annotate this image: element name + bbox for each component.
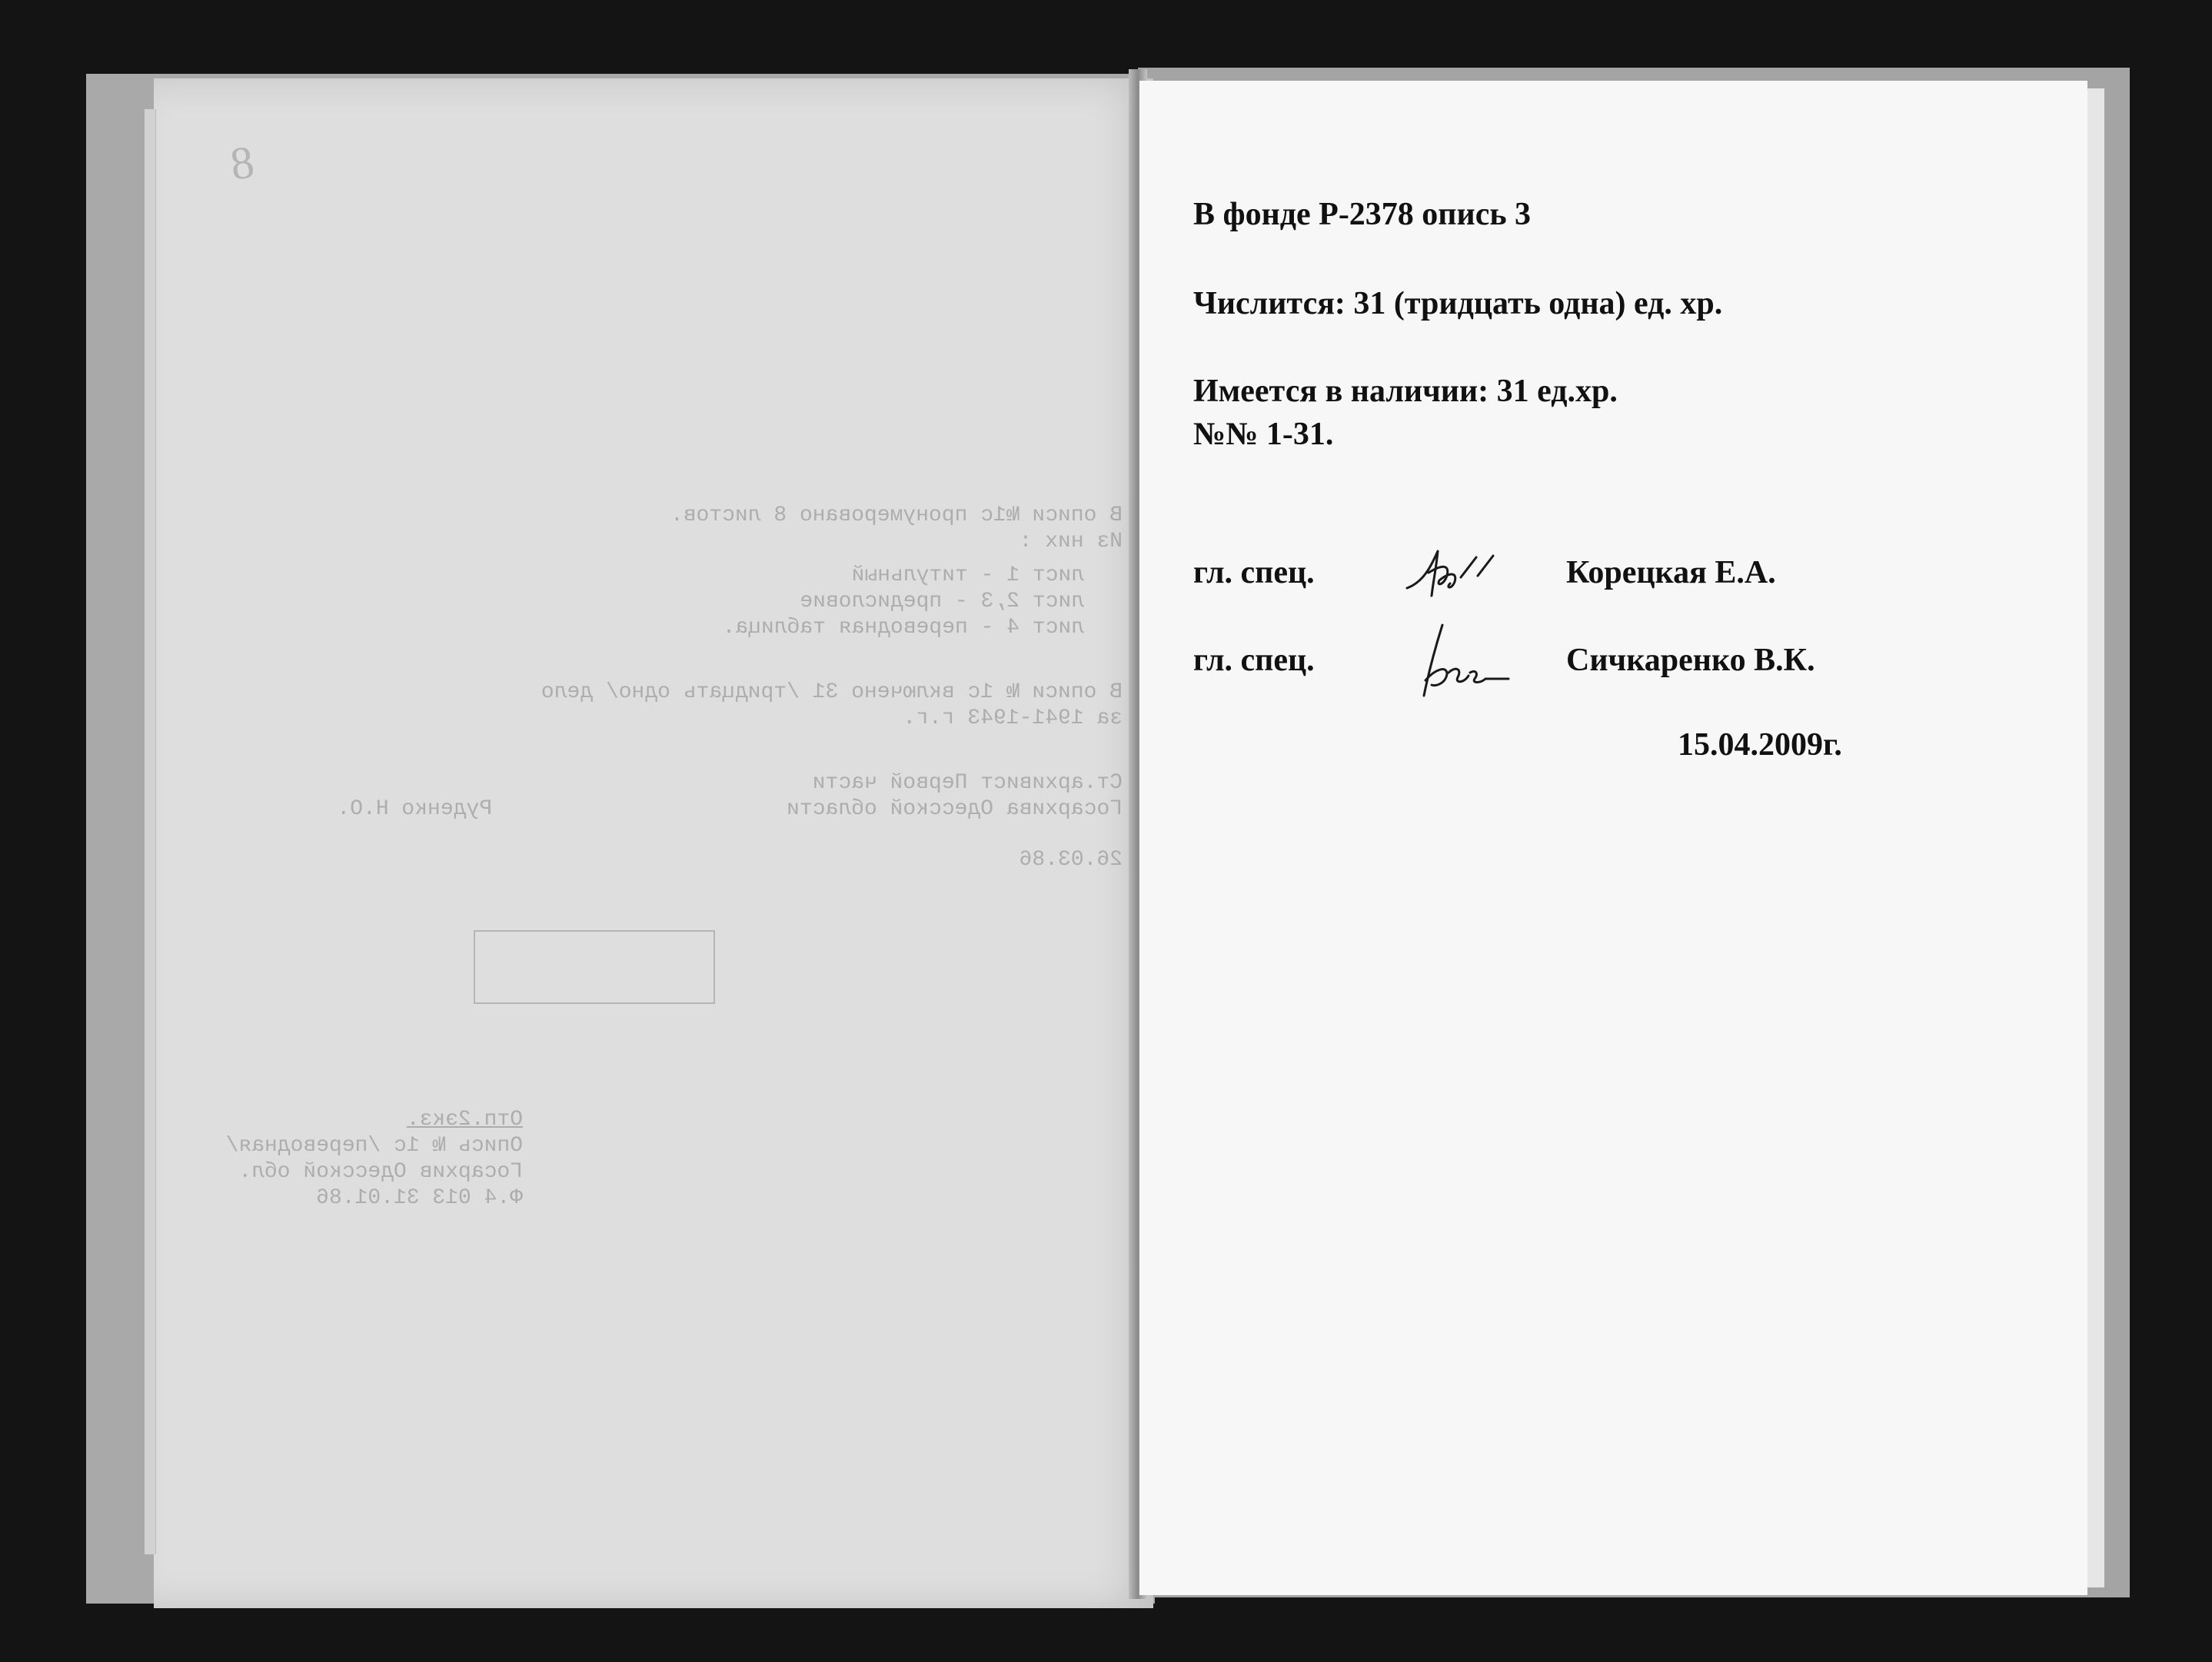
- mirrored-line: за 1941-1943 г.г.: [903, 706, 1123, 730]
- page-rim: [2087, 88, 2104, 1587]
- numbers-line: №№ 1-31.: [1193, 417, 1334, 452]
- signatory-title: гл. спец.: [1193, 643, 1315, 678]
- mirrored-line: В описи № 1с включено 31 /тридцать одно/ дело: [541, 680, 1123, 704]
- mirrored-stamp-box: [474, 930, 715, 1004]
- count-line: Числится: 31 (тридцать одна) ед. хр.: [1193, 286, 1723, 321]
- mirrored-line: В описи №1с пронумеровано 8 листов.: [670, 504, 1123, 527]
- signature-2: [1409, 619, 1524, 703]
- bleed-through-text: [154, 78, 1153, 1608]
- signatory-name: Сичкаренко В.К.: [1566, 643, 1815, 678]
- signatory-title: гл. спец.: [1193, 555, 1315, 590]
- mirrored-line: Ф.4 013 31.01.86: [316, 1186, 523, 1210]
- right-page: [1139, 81, 2087, 1595]
- signatory-name: Корецкая Е.А.: [1566, 555, 1776, 590]
- signature-1: [1401, 542, 1516, 603]
- mirrored-line: Руденко Н.О.: [337, 797, 492, 821]
- left-page: [154, 78, 1153, 1608]
- mirrored-line: лист 2,3 - предисловие: [800, 590, 1084, 613]
- mirrored-line: лист 1 - титульный: [851, 563, 1084, 587]
- mirrored-line: 26.03.86: [1019, 848, 1123, 872]
- mirrored-line: Госархива Одесской области: [787, 797, 1123, 821]
- mirrored-line: Из них :: [1019, 530, 1123, 553]
- document-date: 15.04.2009г.: [1678, 727, 1842, 763]
- mirrored-line: Ст.архивист Первой части: [812, 771, 1123, 795]
- mirrored-line: лист 4 - переводная таблица.: [722, 616, 1084, 640]
- pencil-page-number: 8: [227, 136, 258, 190]
- mirrored-line: Госархив Одесской обл.: [238, 1160, 523, 1184]
- mirrored-line: Опись № 1с /переводная/: [225, 1134, 523, 1158]
- available-line: Имеется в наличии: 31 ед.хр.: [1193, 374, 1618, 409]
- mirrored-line: Отп.2экз.: [406, 1108, 523, 1132]
- fond-line: В фонде Р-2378 опись 3: [1193, 197, 1532, 232]
